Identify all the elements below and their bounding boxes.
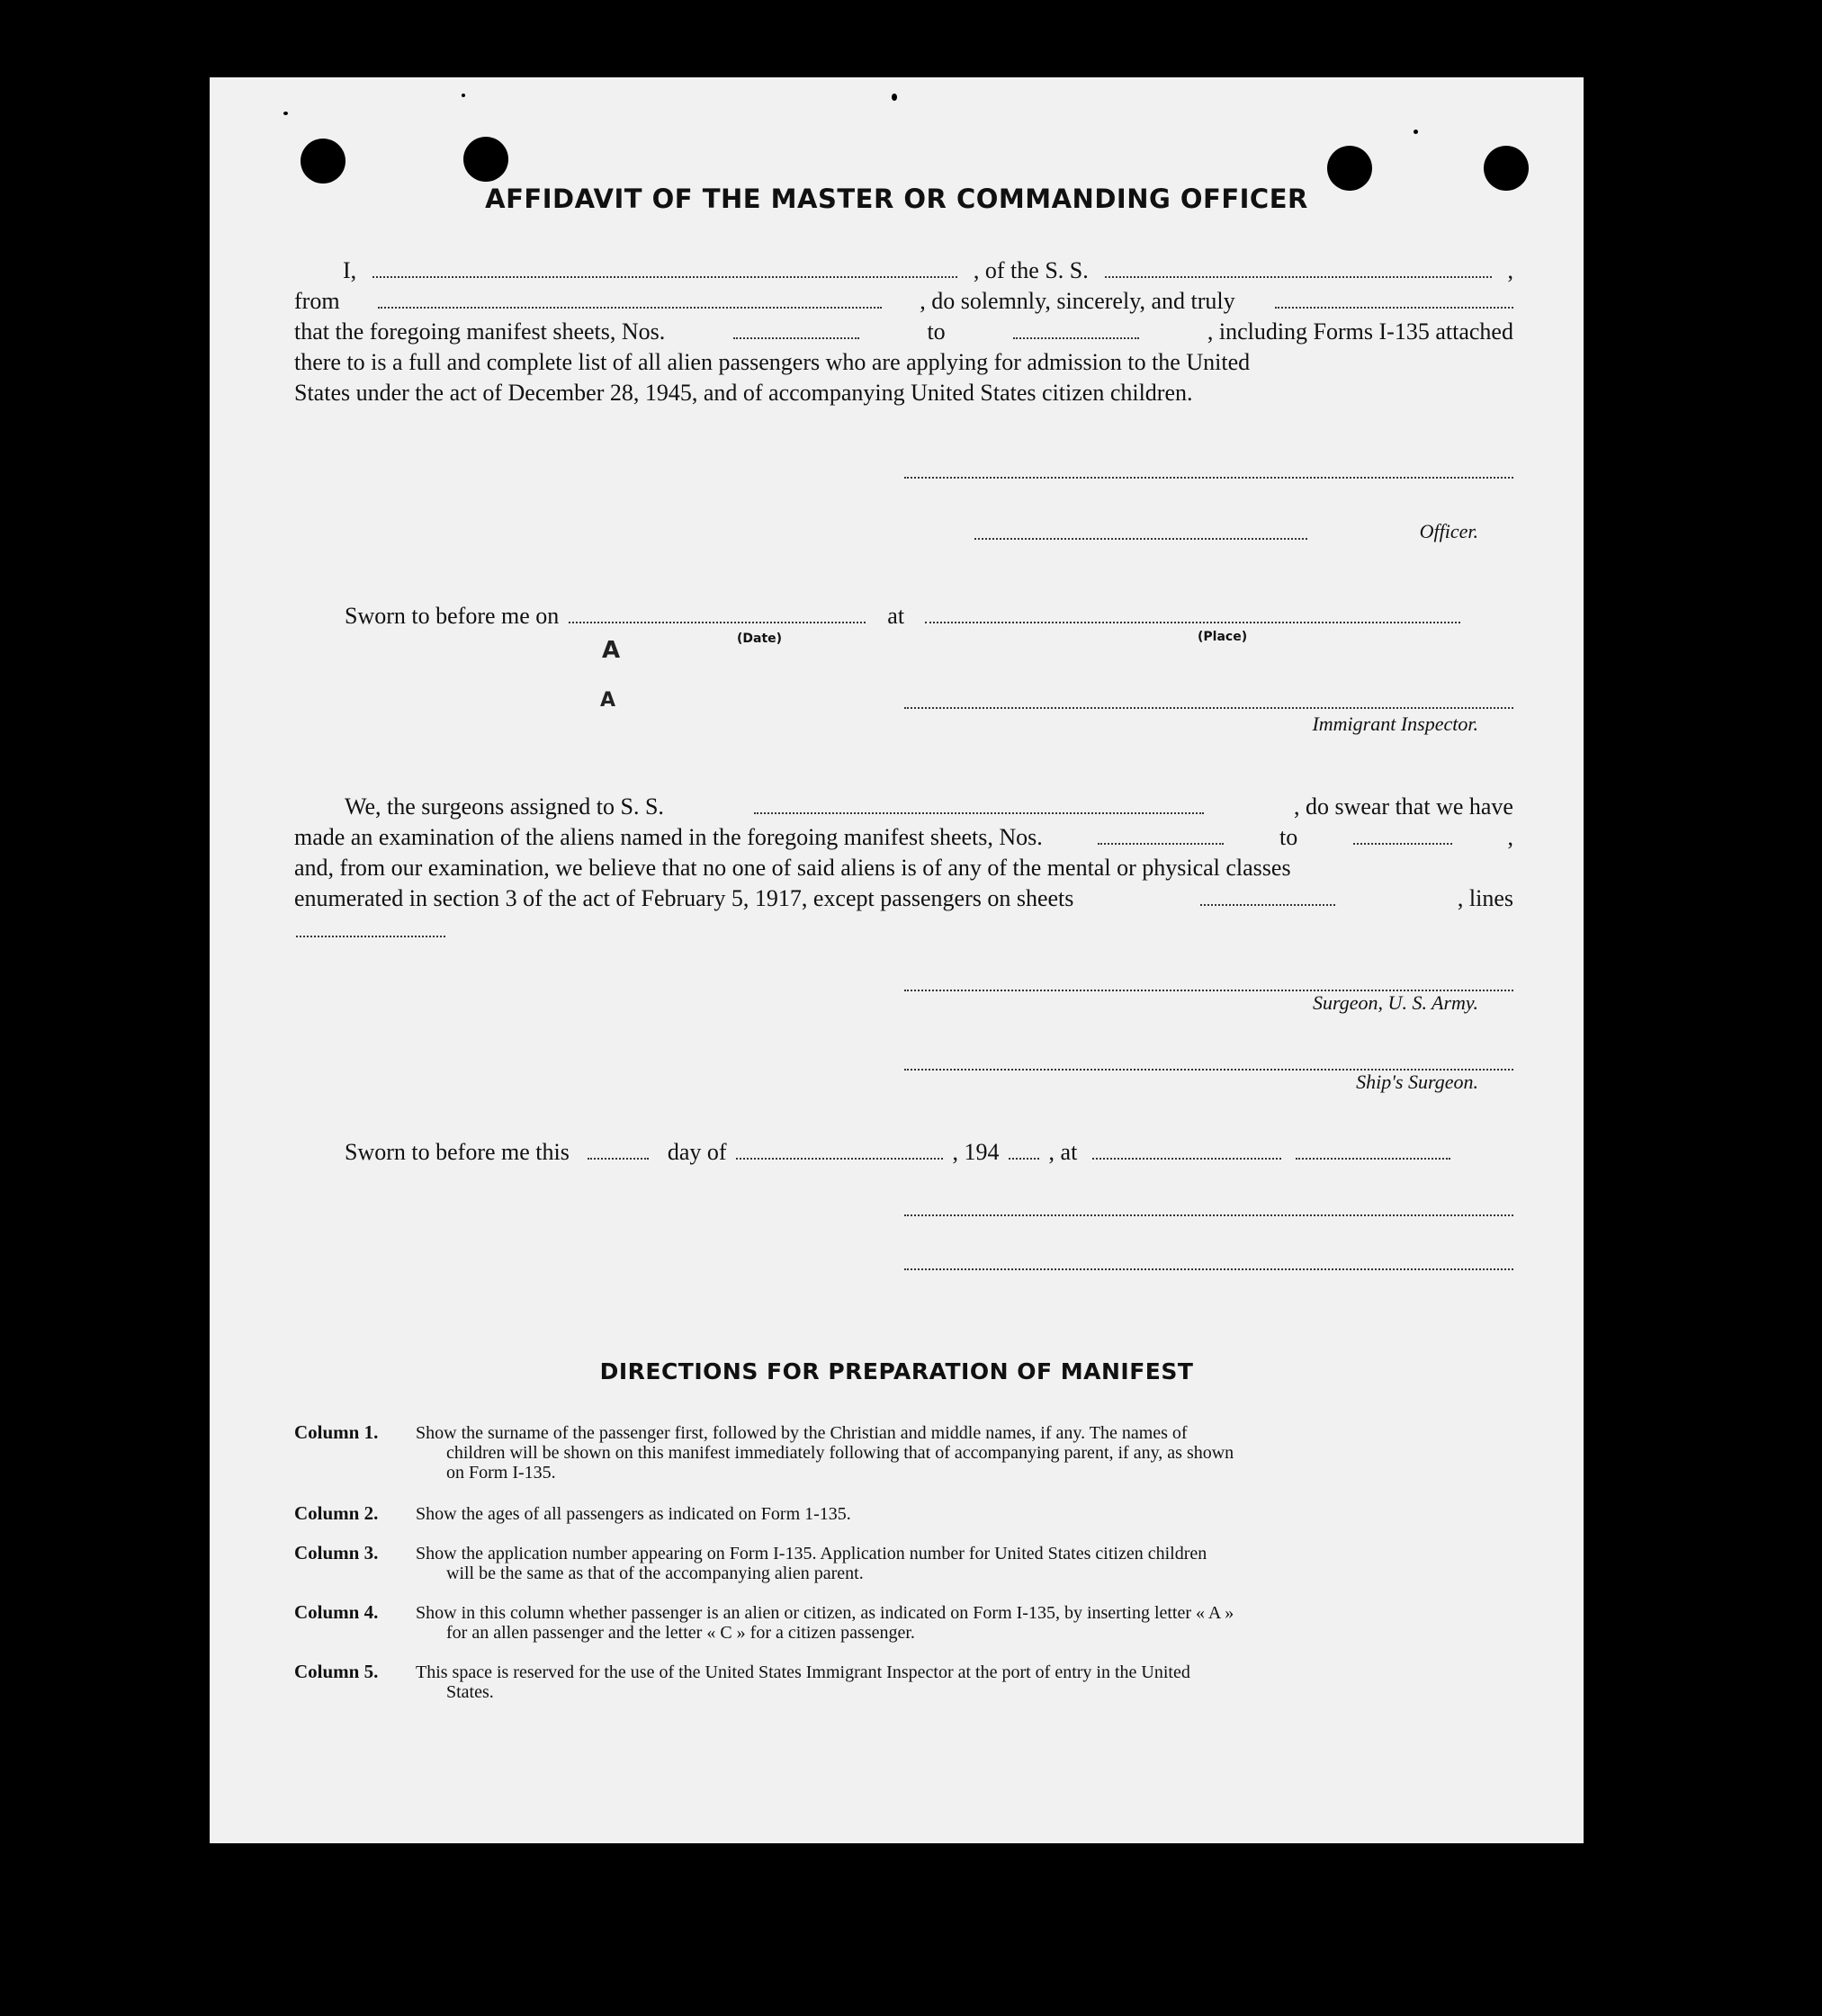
from-port-field[interactable] <box>378 289 882 309</box>
punch-hole <box>301 139 346 184</box>
affidavit-title: AFFIDAVIT OF THE MASTER OR COMMANDING OFFICER <box>485 184 1308 214</box>
affidavit-l2-a: from <box>294 288 340 314</box>
officer-caption: Officer. <box>1419 520 1478 542</box>
army-surgeon-caption: Surgeon, U. S. Army. <box>1313 991 1478 1014</box>
surgeons-ship-field[interactable] <box>754 794 1204 814</box>
sworn-at-field-2[interactable] <box>1296 1140 1450 1160</box>
place-label: (Place) <box>1198 630 1248 644</box>
column-1-line1: Show the surname of the passenger first, followed by the Christian and middle names, if any. The names of <box>416 1423 1188 1443</box>
inspector-signature-line[interactable] <box>904 707 1513 709</box>
sworn-month-field[interactable] <box>736 1140 943 1160</box>
surgeons-sheets-from-field[interactable] <box>1098 825 1224 845</box>
column-2-text <box>416 1504 1513 1524</box>
sworn-text: Sworn to before me on <box>345 603 560 629</box>
surgeons-l2-c: , <box>1507 824 1513 850</box>
affidavit-l2-b: , do solemnly, sincerely, and truly <box>920 288 1235 314</box>
handwritten-mark: A <box>600 689 616 712</box>
column-3-line2: will be the same as that of the accompanying alien parent. <box>446 1564 864 1583</box>
sworn2-c: , 194 <box>952 1139 1000 1165</box>
except-sheets-field[interactable] <box>1200 886 1335 906</box>
column-2-line1: Show the ages of all passengers as indicated on Form 1-135. <box>416 1504 851 1524</box>
sworn2-b: day of <box>667 1139 727 1165</box>
column-5-label: Column 5. <box>294 1661 379 1682</box>
speck <box>1414 130 1418 134</box>
surgeons-l1-a: We, the surgeons assigned to S. S. <box>345 793 664 820</box>
sworn-at-field[interactable] <box>1092 1140 1281 1160</box>
affidavit-l1-c: , <box>1507 257 1513 283</box>
sworn2-signature-line-2[interactable] <box>904 1268 1513 1270</box>
column-4-line2: for an allen passenger and the letter « C » for a citizen passenger. <box>446 1623 915 1643</box>
officer-signature-line[interactable] <box>974 538 1307 540</box>
column-1-line3: on Form I-135. <box>446 1463 556 1483</box>
affidavit-l4: there to is a full and complete list of all alien passengers who are applying for admission to the United <box>294 349 1251 375</box>
affidavit-l1-a: I, <box>343 257 357 283</box>
surgeons-sheets-to-field[interactable] <box>1353 825 1452 845</box>
speck <box>462 94 465 97</box>
column-5-line2: States. <box>446 1682 494 1702</box>
column-1-line2: children will be shown on this manifest immediately following that of accompanying parent, if any, as shown <box>446 1443 1234 1463</box>
surgeons-l2-a: made an examination of the aliens named in the foregoing manifest sheets, Nos. <box>294 824 1043 850</box>
speck <box>283 112 288 115</box>
column-3-label: Column 3. <box>294 1542 379 1564</box>
surgeons-l3: and, from our examination, we believe that no one of said aliens is of any of the mental or physical classes <box>294 855 1291 881</box>
surgeons-paragraph <box>294 792 1513 914</box>
surgeons-l1-b: , do swear that we have <box>1293 793 1513 820</box>
master-name-field[interactable] <box>372 258 957 278</box>
sworn-at: at <box>887 603 905 629</box>
column-2-label: Column 2. <box>294 1502 379 1524</box>
affidavit-paragraph <box>294 255 1513 408</box>
affidavit-l1-b: , of the S. S. <box>973 257 1089 283</box>
master-signature-line[interactable] <box>904 477 1513 479</box>
sworn-year-field[interactable] <box>1009 1140 1039 1160</box>
form-page <box>210 77 1584 1843</box>
sworn-place-field[interactable] <box>925 604 1460 623</box>
column-1-text <box>416 1423 1513 1483</box>
ship-name-field[interactable] <box>1105 258 1492 278</box>
column-5-line1: This space is reserved for the use of the United States Immigrant Inspector at the port of entry in the United <box>416 1662 1190 1682</box>
inspector-caption: Immigrant Inspector. <box>1312 712 1478 735</box>
speck <box>892 94 897 101</box>
affidavit-l5: States under the act of December 28, 1945, and of accompanying United States citizen children. <box>294 380 1193 406</box>
sheets-from-field[interactable] <box>733 319 859 339</box>
sworn-date-field[interactable] <box>569 604 866 623</box>
column-1-label: Column 1. <box>294 1421 379 1443</box>
sworn2-d: , at <box>1048 1139 1078 1165</box>
sworn-day-field[interactable] <box>588 1140 649 1160</box>
sworn-before-line <box>345 601 1460 632</box>
date-label: (Date) <box>737 632 783 646</box>
oath-field[interactable] <box>1275 289 1513 309</box>
sheets-to-field[interactable] <box>1013 319 1139 339</box>
punch-hole <box>463 137 508 182</box>
surgeons-l4-b: , lines <box>1457 885 1513 911</box>
directions-title: DIRECTIONS FOR PREPARATION OF MANIFEST <box>599 1358 1194 1384</box>
column-4-label: Column 4. <box>294 1601 379 1623</box>
column-3-text <box>416 1544 1513 1583</box>
column-4-line1: Show in this column whether passenger is an alien or citizen, as indicated on Form I-135, by inserting letter « A » <box>416 1603 1234 1623</box>
column-5-text <box>416 1662 1513 1702</box>
lines-field[interactable] <box>296 936 445 937</box>
affidavit-l3-a: that the foregoing manifest sheets, Nos. <box>294 318 666 345</box>
column-4-text <box>416 1603 1513 1643</box>
affidavit-l3-b: to <box>927 318 946 345</box>
handwritten-mark: A <box>602 637 621 664</box>
sworn-this-day-line <box>345 1137 1450 1168</box>
ship-surgeon-caption: Ship's Surgeon. <box>1356 1071 1478 1093</box>
sworn2-a: Sworn to before me this <box>345 1139 570 1165</box>
surgeons-l4-a: enumerated in section 3 of the act of February 5, 1917, except passengers on sheets <box>294 885 1074 911</box>
column-3-line1: Show the application number appearing on Form I-135. Application number for United States citizen children <box>416 1544 1207 1564</box>
sworn2-signature-line-1[interactable] <box>904 1214 1513 1216</box>
affidavit-l3-c: , including Forms I-135 attached <box>1207 318 1513 345</box>
surgeons-l2-b: to <box>1279 824 1298 850</box>
